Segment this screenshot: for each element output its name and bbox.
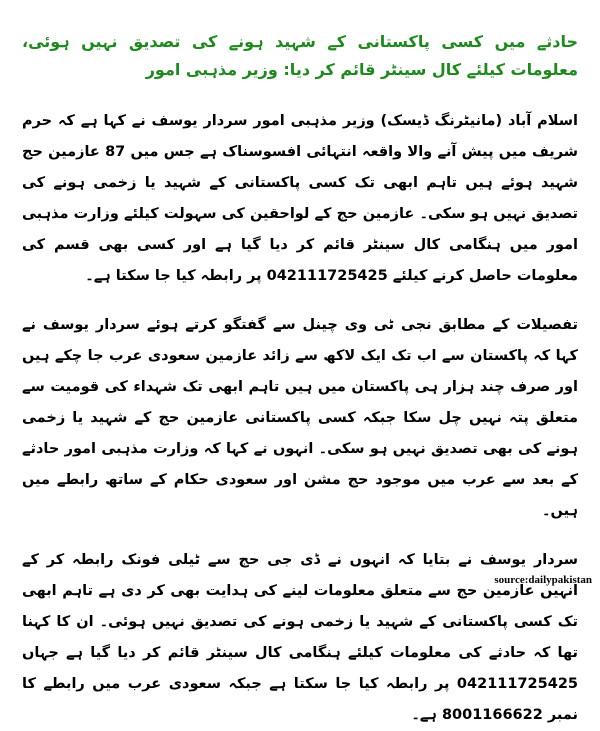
article-paragraph-3: سردار یوسف نے بتایا کہ انہوں نے ڈی جی حج سے ٹیلی فونک رابطہ کر کے انہیں عازمین حج سے متعلق معلومات لینے کی ہدایت بھی کر دی ہے تاہم ابھی تک کسی پاکستانی کے شہید یا زخمی ہونے کی تصدیق نہیں ہوئی۔ ان کا کہنا تھا کہ حادثے کی معلومات کیلئے ہنگامی کال سینٹر قائم کر دیا گیا ہے جہاں 042111725425 پر رابطہ کیا جا سکتا ہے جبکہ سعودی عرب میں رابطے کا نمبر 8001166622 ہے۔ xyxy=(22,552,578,723)
article-paragraph-2: تفصیلات کے مطابق نجی ٹی وی چینل سے گفتگو کرتے ہوئے سردار یوسف نے کہا کہ پاکستان سے اب تک ایک لاکھ سے زائد عازمین سعودی عرب جا چکے ہیں اور صرف چند ہزار ہی پاکستان میں ہیں تاہم ابھی تک شہداء کی قومیت سے متعلق پتہ نہیں چل سکا جبکہ کسی پاکستانی عازمین حج کے شہید یا زخمی ہونے کی بھی تصدیق نہیں ہو سکی۔ انہوں نے کہا کہ وزارت مذہبی امور حادثے کے بعد سے عرب میں موجود حج مشن اور سعودی حکام کے ساتھ رابطے میں ہیں۔ xyxy=(22,317,578,519)
article-paragraph-1: اسلام آباد (مانیٹرنگ ڈیسک) وزیر مذہبی امور سردار یوسف نے کہا ہے کہ حرم شریف میں پیش آنے والا واقعہ انتہائی افسوسناک ہے جس میں 87 عازمین حج شہید ہوئے ہیں تاہم ابھی تک کسی پاکستانی کے شہید یا زخمی ہونے کی تصدیق نہیں ہو سکی۔ عازمین حج کے لواحقین کی سہولت کیلئے وزارت مذہبی امور میں ہنگامی کال سینٹر قائم کر دیا گیا ہے اور کسی بھی قسم کی معلومات حاصل کرنے کیلئے 042111725425 پر رابطہ کیا جا سکتا ہے۔ xyxy=(22,113,578,284)
source-credit: source:dailypakistan xyxy=(494,574,592,586)
article-headline: حادثے میں کسی پاکستانی کے شہید ہونے کی تصدیق نہیں ہوئی، معلومات کیلئے کال سینٹر قائم کر دیا: وزیر مذہبی امور xyxy=(22,32,578,79)
